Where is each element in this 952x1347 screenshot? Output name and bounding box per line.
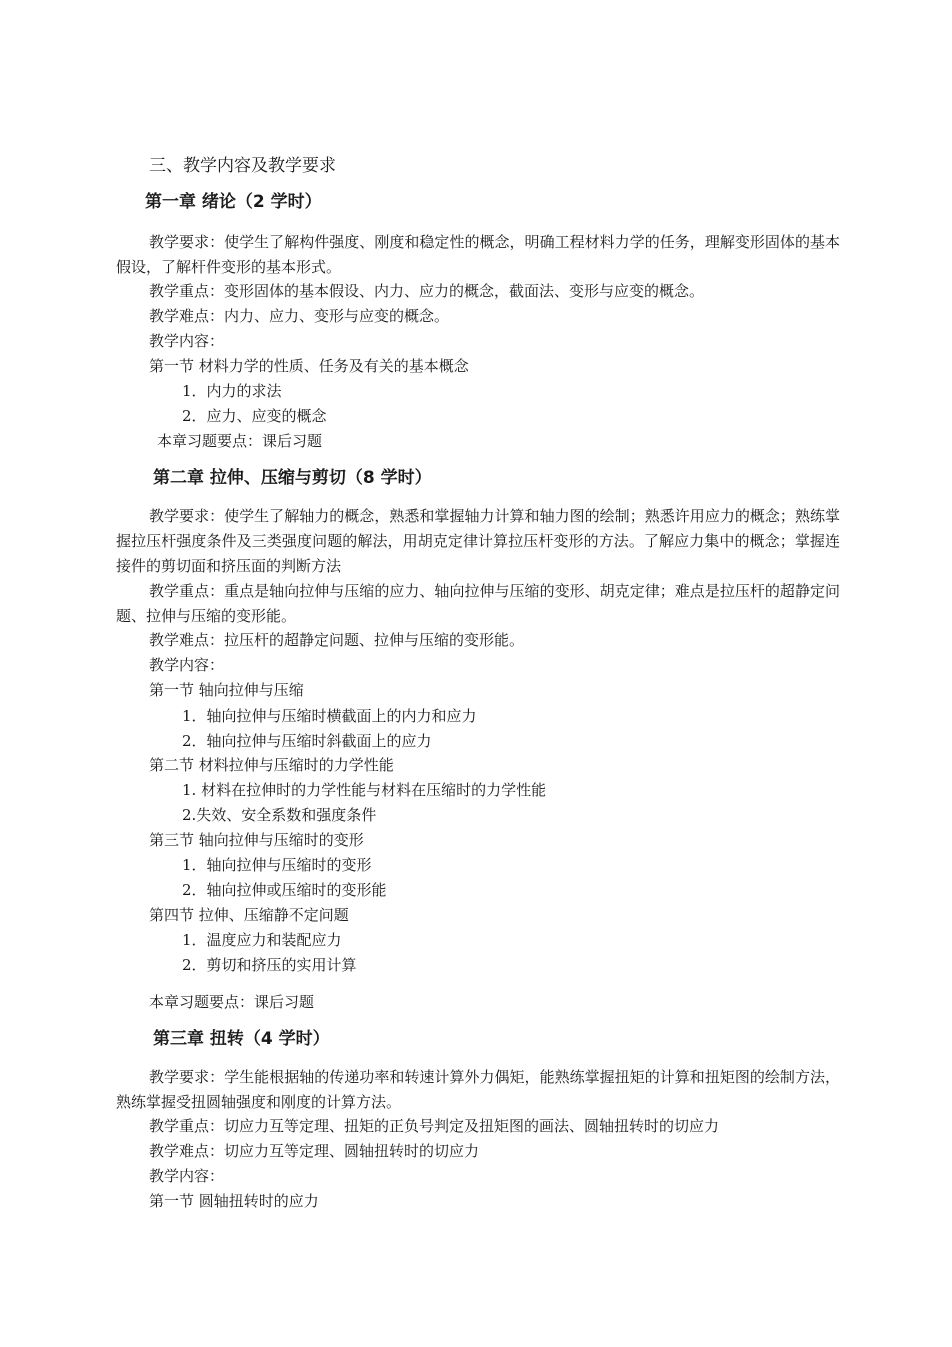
chapter-1-requirement: 教学要求：使学生了解构件强度、刚度和稳定性的概念，明确工程材料力学的任务，理解变形固体的基本假设，了解杆件变形的基本形式。 — [116, 233, 840, 276]
chapter-2-key-points: 教学重点：重点是轴向拉伸与压缩的应力、轴向拉伸与压缩的变形、胡克定律；难点是拉压杆的超静定问题、拉伸与压缩的变形能。 — [116, 582, 840, 625]
chapter-3-section-1-title: 第一节 圆轴扭转时的应力 — [149, 1192, 319, 1210]
chapter-2-section-2-item-2: 2.失效、安全系数和强度条件 — [182, 806, 377, 824]
chapter-2-section-3-item-2: 2．轴向拉伸或压缩时的变形能 — [182, 881, 387, 899]
chapter-2-section-3-item-1: 1．轴向拉伸与压缩时的变形 — [182, 856, 372, 874]
chapter-3-requirement: 教学要求：学生能根据轴的传递功率和转速计算外力偶矩，能熟练掌握扭矩的计算和扭矩图的绘制方法，熟练掌握受扭圆轴强度和刚度的计算方法。 — [116, 1068, 840, 1111]
chapter-1-section-1-title: 第一节 材料力学的性质、任务及有关的基本概念 — [149, 357, 469, 375]
chapter-1-section-1-item-1: 1．内力的求法 — [182, 382, 282, 400]
chapter-2-section-4-item-1: 1．温度应力和装配应力 — [182, 931, 342, 949]
chapter-2-section-1-title: 第一节 轴向拉伸与压缩 — [149, 681, 304, 699]
chapter-2-section-1-item-1: 1．轴向拉伸与压缩时横截面上的内力和应力 — [182, 707, 477, 725]
chapter-2-exercise: 本章习题要点：课后习题 — [149, 993, 315, 1011]
chapter-2-requirement: 教学要求：使学生了解轴力的概念，熟悉和掌握轴力计算和轴力图的绘制；熟悉许用应力的概念；熟练掌握拉压杆强度条件及三类强度问题的解法，用胡克定律计算拉压杆变形的方法。了解应力集中的概念；掌握连接件的剪切面和挤压面的判断方法 — [116, 507, 840, 575]
chapter-1-content-label: 教学内容： — [149, 332, 225, 350]
chapter-3-content-label: 教学内容： — [149, 1167, 225, 1185]
chapter-2-difficulties: 教学难点：拉压杆的超静定问题、拉伸与压缩的变形能。 — [149, 631, 525, 649]
chapter-2-title: 第二章 拉伸、压缩与剪切（8 学时） — [153, 468, 432, 488]
chapter-3-difficulties: 教学难点：切应力互等定理、圆轴扭转时的切应力 — [149, 1142, 480, 1160]
chapter-2-section-4-title: 第四节 拉伸、压缩静不定问题 — [149, 906, 349, 924]
chapter-2-section-2-title: 第二节 材料拉伸与压缩时的力学性能 — [149, 756, 394, 774]
chapter-1-difficulties: 教学难点：内力、应力、变形与应变的概念。 — [149, 307, 450, 325]
chapter-2-section-3-title: 第三节 轴向拉伸与压缩时的变形 — [149, 831, 364, 849]
section-title: 三、教学内容及教学要求 — [149, 156, 336, 176]
chapter-2-content-label: 教学内容： — [149, 656, 225, 674]
chapter-2-section-2-item-1: 1. 材料在拉伸时的力学性能与材料在压缩时的力学性能 — [182, 781, 547, 799]
chapter-2-section-1-item-2: 2．轴向拉伸与压缩时斜截面上的应力 — [182, 732, 432, 750]
chapter-1-title: 第一章 绪论（2 学时） — [145, 192, 322, 212]
chapter-1-section-1-item-2: 2．应力、应变的概念 — [182, 407, 327, 425]
chapter-1-key-points: 教学重点：变形固体的基本假设、内力、应力的概念，截面法、变形与应变的概念。 — [149, 282, 705, 300]
chapter-2-section-4-item-2: 2．剪切和挤压的实用计算 — [182, 956, 357, 974]
chapter-3-title: 第三章 扭转（4 学时） — [153, 1029, 330, 1049]
chapter-1-exercise: 本章习题要点：课后习题 — [157, 432, 323, 450]
chapter-3-key-points: 教学重点：切应力互等定理、扭矩的正负号判定及扭矩图的画法、圆轴扭转时的切应力 — [149, 1117, 720, 1135]
